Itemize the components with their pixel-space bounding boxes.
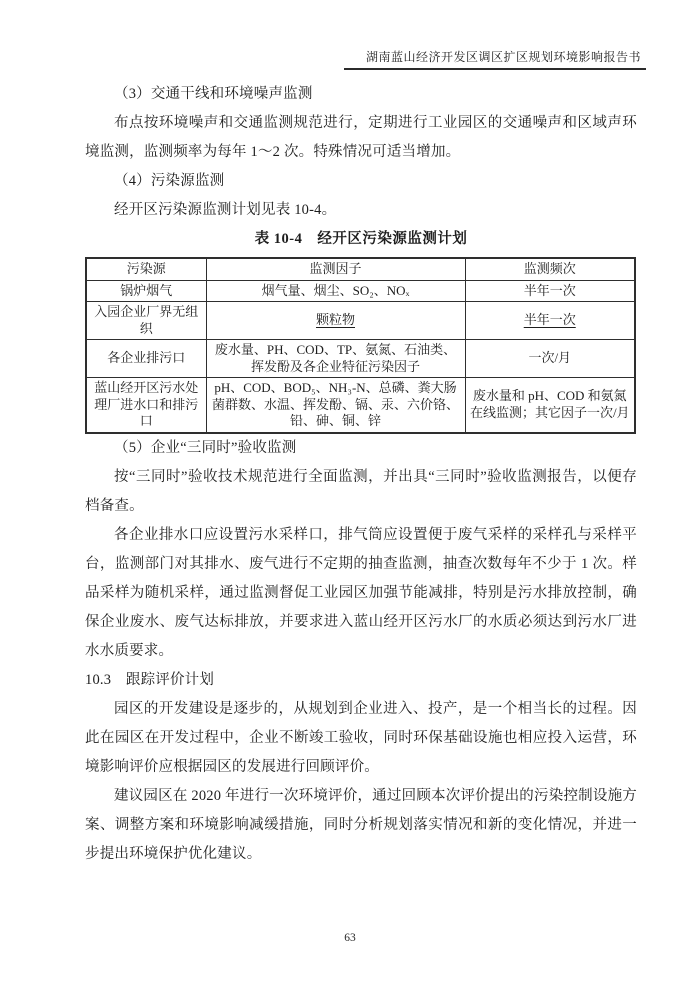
heading-section-4: （4）污染源监测: [114, 173, 225, 189]
table-title: 表 10-4 经开区污染源监测计划: [254, 231, 468, 247]
table-cell: 废水量和 pH、COD 和氨氮在线监测；其它因子一次/月: [465, 378, 635, 433]
table-cell: 锅炉烟气: [86, 280, 206, 302]
table-header-cell: 监测频次: [465, 258, 635, 280]
table-cell: 颗粒物: [206, 302, 465, 340]
page-content: [85, 80, 637, 869]
pollution-monitoring-table: [85, 257, 636, 434]
paragraph-acceptance-monitoring: 按“三同时”验收技术规范进行全面监测，并出具“三同时”验收监测报告，以便存档备查。: [85, 468, 637, 514]
table-cell: 蓝山经开区污水处理厂进水口和排污口: [86, 378, 206, 433]
table-cell: 一次/月: [465, 340, 635, 378]
table-cell: pH、COD、BOD₅、NH₃-N、总磷、粪大肠菌群数、水温、挥发酚、镉、汞、六价铬、铅、砷、铜、锌: [206, 378, 465, 433]
table-header-row: [86, 258, 635, 280]
table-cell: 半年一次: [465, 302, 635, 340]
page-number: 63: [344, 932, 356, 944]
table-row: [86, 302, 635, 340]
table-cell: 入园企业厂界无组织: [86, 302, 206, 340]
paragraph-sampling-requirements: 各企业排水口应设置污水采样口，排气筒应设置便于废气采样的采样孔与采样平台，监测部门对其排水、废气进行不定期的抽查监测，抽查次数每年不少于 1 次。样品采样为随机采样，通过监测督促工业园区加强节能减排，特别是污水排放控制，确保企业废水、废气达标排放，并要求进入蓝山经开区污水厂的水质必须达到污水厂进水水质要求。: [85, 526, 637, 659]
table-body: [86, 280, 635, 433]
table-cell: 各企业排污口: [86, 340, 206, 378]
paragraph-pollution-source: 经开区污染源监测计划见表 10-4。: [114, 202, 337, 218]
heading-section-10-3: 10.3 跟踪评价计划: [85, 671, 215, 688]
table-header-cell: 污染源: [86, 258, 206, 280]
paragraph-tracking-evaluation: 园区的开发建设是逐步的，从规划到企业进入、投产，是一个相当长的过程。因此在园区在开发过程中，企业不断竣工验收，同时环保基础设施也相应投入运营，环境影响评价应根据园区的发展进行回顾评价。: [85, 700, 637, 775]
page-header: [344, 50, 646, 70]
heading-section-3: （3）交通干线和环境噪声监测: [114, 86, 313, 102]
table-cell: 废水量、PH、COD、TP、氨氮、石油类、挥发酚及各企业特征污染因子: [206, 340, 465, 378]
heading-section-5: （5）企业“三同时”验收监测: [114, 439, 297, 456]
paragraph-noise-monitoring: 布点按环境噪声和交通监测规范进行，定期进行工业园区的交通噪声和区域声环境监测，监测频率为每年 1～2 次。特殊情况可适当增加。: [85, 115, 637, 160]
paragraph-2020-evaluation: 建议园区在 2020 年进行一次环境评价，通过回顾本次评价提出的污染控制设施方案、调整方案和环境影响减缓措施，同时分析规划落实情况和新的变化情况，并进一步提出环境保护优化建议。: [85, 787, 637, 862]
table-row: [86, 280, 635, 302]
table-cell: 半年一次: [465, 280, 635, 302]
table-row: [86, 340, 635, 378]
table-cell: 烟气量、烟尘、SO₂、NOₓ: [206, 280, 465, 302]
table-row: [86, 378, 635, 433]
header-title: 湖南蓝山经济开发区调区扩区规划环境影响报告书: [344, 50, 646, 70]
page-footer: [0, 932, 700, 944]
table-header-cell: 监测因子: [206, 258, 465, 280]
